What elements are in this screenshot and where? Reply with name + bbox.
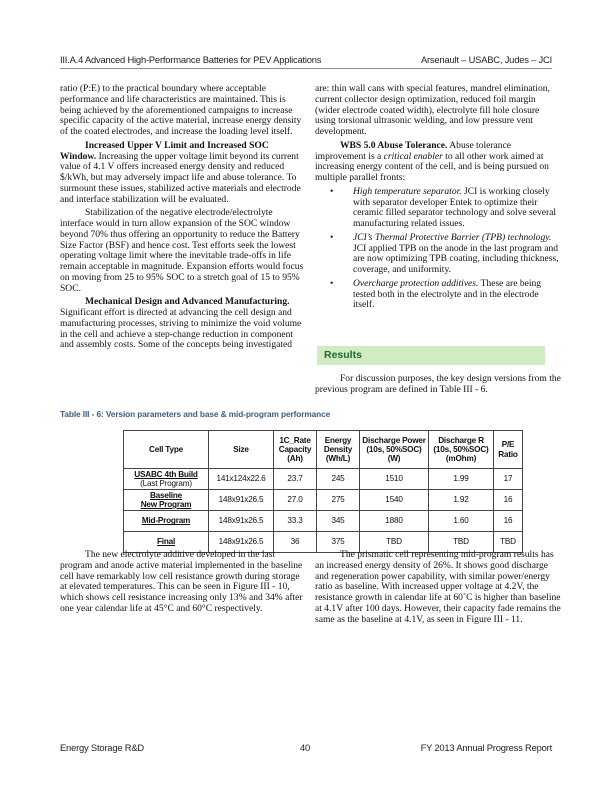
paragraph-stabilization: Stabilization of the negative electrode/electrolyte interface would in turn allow expansion of the SOC window beyond 70% thus offering an opportunity to reduce the Battery Size Factor (BSF) and hence cost. Test efforts seek the lowest operating voltage limit where the inevitable trade-offs in life remain acceptable in magnitude. Expansion efforts would focus on moving from 25 to 95% SOC to a stretch goal of 15 to 95% SOC.	[60, 207, 304, 294]
bullet-icon: •	[330, 231, 334, 243]
paragraph-mechanical-design: Mechanical Design and Advanced Manufacturing. Significant effort is directed at advancing the cell design and manufacturing processes, striving to minimize the void volume in the cell and achieve a step-change reduction in component and assembly costs. Some of the concepts being investigated	[60, 296, 302, 351]
list-item: • JCI’s Thermal Protective Barrier (TPB) technology. JCI applied TPB on the anode in the last program and are now optimizing TPB coating, including thickness, coverage, and uniformity.	[330, 231, 559, 275]
footer-right: FY 2013 Annual Progress Report	[420, 742, 552, 753]
page-number: 40	[300, 742, 311, 753]
col-header-size: Size	[209, 431, 274, 469]
page-header	[60, 52, 552, 69]
cell-type: USABC 4th Build (Last Program)	[124, 469, 209, 490]
abuse-tolerance-list	[315, 187, 562, 311]
table-row: Mid-Program 148x91x26.5 33.3 345 1880 1.60 16	[124, 511, 523, 532]
table-row: Baseline New Program 148x91x26.5 27.0 275 1540 1.92 16	[124, 490, 523, 511]
header-authors: Arsenault – USABC, Judes – JCI	[420, 54, 552, 65]
cell-type: Baseline New Program	[124, 490, 209, 511]
list-item: • High temperature separator. JCI is working closely with separator developer Entek to optimize their ceramic filled separator technology and solve several manufacturing related issues.	[330, 185, 557, 229]
paragraph-electrolyte-additive: The new electrolyte additive developed in the last program and anode active material implemented in the baseline cell have remarkably low cell resistance growth during storage at elevated temperatures. This can be seen in Figure III - 10, which shows cell resistance increasing only 13% and 34% after one year calendar life at 45°C and 60°C respectively.	[60, 549, 303, 614]
paragraph-abuse-tolerance: WBS 5.0 Abuse Tolerance. Abuse tolerance improvement is a critical enabler to all other work aimed at increasing energy content of the cell, and is being pursued on multiple parallel fronts:	[315, 139, 549, 183]
subheading-upper-v-limit: Increased Upper V Limit and Increased SOC Window.	[60, 139, 269, 162]
footer-left: Energy Storage R&D	[60, 742, 144, 753]
paragraph-concepts: are: thin wall cans with special features, mandrel elimination, current collector design optimization, reduced foil margin (wider electrode coated width), electrolyte fill hole closure using torsional ultrasonic welding, and low pressure vent development.	[315, 83, 550, 137]
table-header-row	[124, 431, 523, 469]
right-column	[315, 84, 562, 311]
header-section-title: III.A.4 Advanced High-Performance Batteries for PEV Applications	[60, 54, 322, 65]
table-caption: Table III - 6: Version parameters and base & mid-program performance	[60, 409, 331, 419]
results-intro: For discussion purposes, the key design versions from the previous program are defined in Table III - 6.	[315, 373, 561, 395]
cell-type: Mid-Program	[124, 511, 209, 532]
subheading-mechanical-design: Mechanical Design and Advanced Manufacturing.	[85, 296, 290, 308]
table-row: USABC 4th Build (Last Program) 141x124x22.6 23.7 245 1510 1.99 17	[124, 469, 523, 490]
col-header-energy-density: Energy Density (Wh/L)	[317, 431, 360, 469]
bullet-icon: •	[330, 185, 334, 197]
left-column	[60, 84, 307, 351]
list-item: • Overcharge protection additives. These are being tested both in the electrolyte and in the electrode itself.	[330, 277, 542, 311]
paragraph-pe-ratio: ratio (P:E) to the practical boundary where acceptable performance and life characteristics are maintained. This is being achieved by the aforementioned campaigns to increase specific capacity of the active material, increase energy density of the coated electrodes, and increase the loading level itself.	[60, 83, 302, 137]
version-parameters-table	[123, 430, 523, 553]
results-heading-bar	[317, 346, 545, 365]
bullet-icon: •	[330, 277, 334, 289]
col-header-cell-type: Cell Type	[124, 431, 209, 469]
table-row: Final 148x91x26.5 36 375 TBD TBD TBD	[124, 532, 523, 553]
col-header-pe-ratio: P/E Ratio	[494, 431, 523, 469]
paragraph-mid-program-results: The prismatic cell representing mid-program results has an increased energy density of 26%. It shows good discharge and regeneration power capability, with similar power/energy ratio as baseline. With increased upper voltage at 4.2V, the resistance growth in calendar life at 60˚C is higher than baseline at 4.1V after 100 days. However, their capacity fade remains the same as the baseline at 4.1V, as seen in Figure III - 11.	[315, 549, 561, 625]
cell-type: Final	[124, 532, 209, 553]
col-header-capacity: 1C_Rate Capacity (Ah)	[274, 431, 317, 469]
paragraph-upper-v-limit: Increased Upper V Limit and Increased SOC Window. Increasing the upper voltage limit beyond its current value of 4.1 V offers increased energy density and reduced $/kWh, but may adversely impact life and abuse tolerance. To surmount these issues, stabilized active materials and electrode and interface stabilization will be evaluated.	[60, 139, 301, 205]
results-heading: Results	[324, 349, 362, 361]
col-header-discharge-power: Discharge Power (10s, 50%SOC) (W)	[360, 431, 429, 469]
subheading-abuse-tolerance: WBS 5.0 Abuse Tolerance.	[340, 139, 448, 151]
col-header-discharge-r: Discharge R (10s, 50%SOC) (mOhm)	[429, 431, 494, 469]
